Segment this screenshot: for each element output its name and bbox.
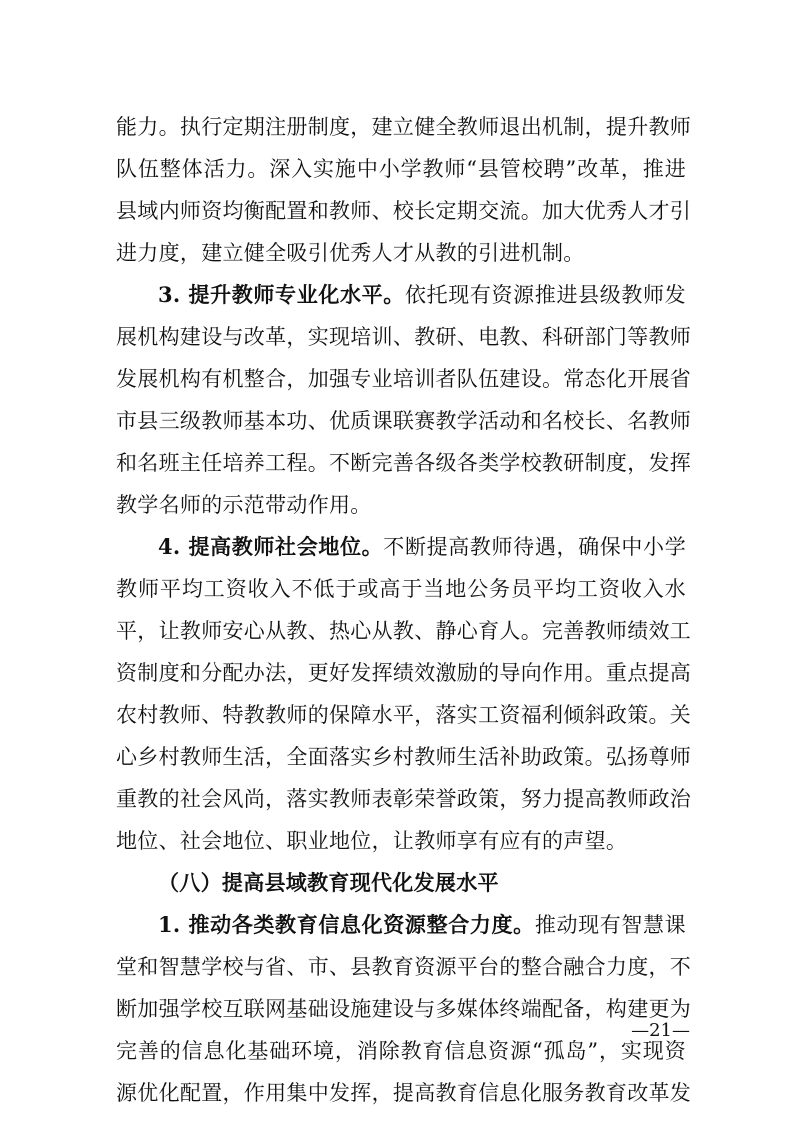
line-text: 展机构建设与改革，实现培训、教研、电教、科研部门等教师 bbox=[116, 325, 692, 349]
line-text: 进力度，建立健全吸引优秀人才从教的引进机制。 bbox=[116, 241, 585, 265]
line-text: 农村教师、特教教师的保障水平，落实工资福利倾斜政策。关 bbox=[116, 703, 692, 727]
text-line bbox=[116, 1072, 692, 1114]
text-line bbox=[116, 778, 692, 820]
line-text: 不断提高教师待遇，确保中小学 bbox=[383, 535, 686, 559]
line-text: 平，让教师安心从教、热心从教、静心育人。完善教师绩效工 bbox=[116, 619, 692, 643]
line-text: 心乡村教师生活，全面落实乡村教师生活补助政策。弘扬尊师 bbox=[116, 745, 692, 769]
text-line bbox=[116, 694, 692, 736]
text-line bbox=[116, 568, 686, 610]
text-line bbox=[116, 274, 686, 316]
line-text: 教师平均工资收入不低于或高于当地公务员平均工资收入水 bbox=[116, 577, 686, 601]
line-text: 队伍整体活力。深入实施中小学教师“县管校聘”改革，推进 bbox=[116, 157, 686, 181]
line-text: 推动现有智慧课 bbox=[534, 913, 686, 937]
line-text: 能力。执行定期注册制度，建立健全教师退出机制，提升教师 bbox=[116, 115, 692, 139]
line-text: 源优化配置，作用集中发挥，提高教育信息化服务教育改革发 bbox=[116, 1081, 692, 1105]
text-line bbox=[116, 862, 686, 904]
line-text: 资制度和分配办法，更好发挥绩效激励的导向作用。重点提高 bbox=[116, 661, 692, 685]
bold-heading: （八）提高县域教育现代化发展水平 bbox=[158, 870, 499, 895]
line-text: 完善的信息化基础环境，消除教育信息资源“孤岛”，实现资 bbox=[116, 1039, 686, 1063]
bold-heading: 3. 提升教师专业化水平。 bbox=[158, 282, 405, 307]
text-line bbox=[116, 106, 692, 148]
text-line bbox=[116, 358, 692, 400]
bold-heading: 1. 推动各类教育信息化资源整合力度。 bbox=[158, 912, 535, 937]
line-text: 堂和智慧学校与省、市、县教育资源平台的整合融合力度，不 bbox=[116, 955, 692, 979]
text-line bbox=[116, 442, 692, 484]
text-line bbox=[116, 904, 686, 946]
text-line bbox=[116, 400, 692, 442]
text-line bbox=[116, 610, 692, 652]
line-text: 断加强学校互联网基础设施建设与多媒体终端配备，构建更为 bbox=[116, 997, 692, 1021]
line-text: 县域内师资均衡配置和教师、校长定期交流。加大优秀人才引 bbox=[116, 199, 692, 223]
text-line bbox=[116, 946, 692, 988]
text-line bbox=[116, 988, 692, 1030]
text-line bbox=[116, 190, 692, 232]
text-line bbox=[116, 736, 692, 778]
bold-heading: 4. 提高教师社会地位。 bbox=[158, 534, 384, 559]
line-text: 重教的社会风尚，落实教师表彰荣誉政策，努力提高教师政治 bbox=[116, 787, 692, 811]
text-line bbox=[116, 652, 692, 694]
line-text: 教学名师的示范带动作用。 bbox=[116, 493, 372, 517]
document-body bbox=[116, 106, 692, 1114]
text-line bbox=[116, 526, 686, 568]
text-line bbox=[116, 232, 686, 274]
line-text: 依托现有资源推进县级教师发 bbox=[404, 283, 686, 307]
line-text: 市县三级教师基本功、优质课联赛教学活动和名校长、名教师 bbox=[116, 409, 692, 433]
text-line bbox=[116, 316, 692, 358]
page-number: —21— bbox=[631, 1020, 690, 1041]
text-line bbox=[116, 820, 686, 862]
line-text: 地位、社会地位、职业地位，让教师享有应有的声望。 bbox=[116, 829, 628, 853]
line-text: 发展机构有机整合，加强专业培训者队伍建设。常态化开展省 bbox=[116, 367, 692, 391]
line-text: 和名班主任培养工程。不断完善各级各类学校教研制度，发挥 bbox=[116, 451, 692, 475]
text-line bbox=[116, 1030, 686, 1072]
text-line bbox=[116, 484, 686, 526]
text-line bbox=[116, 148, 686, 190]
